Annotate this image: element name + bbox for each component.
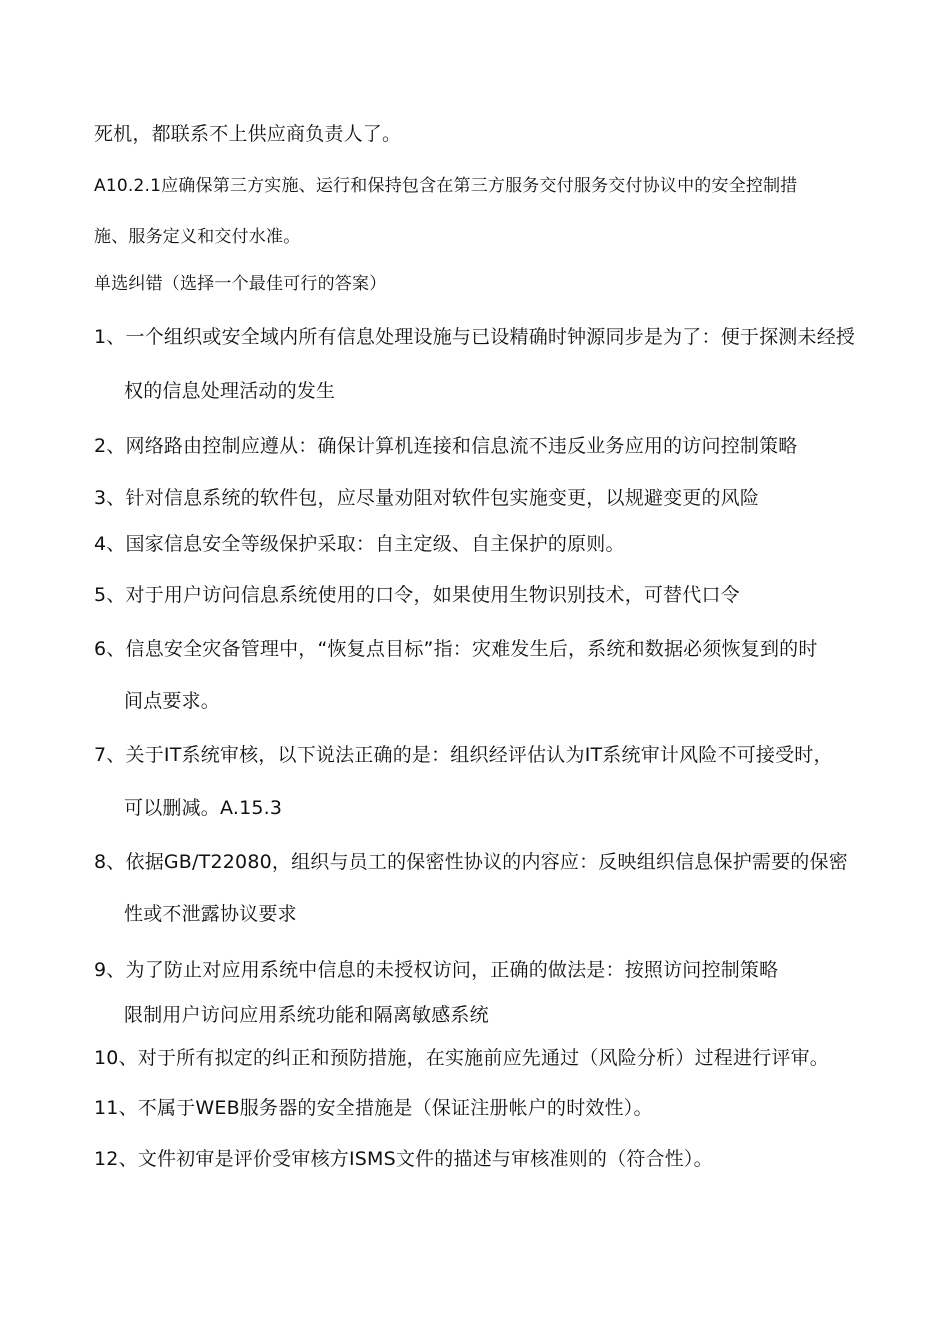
list-item-9: 9、为了防止对应用系统中信息的未授权访问，正确的做法是：按照访问控制策略 — [94, 959, 779, 981]
list-item-6-cont: 间点要求。 — [124, 690, 221, 712]
list-item-3: 3、针对信息系统的软件包，应尽量劝阻对软件包实施变更，以规避变更的风险 — [94, 487, 760, 509]
list-item-8: 8、依据GB/T22080，组织与员工的保密性协议的内容应：反映组织信息保护需要的保密 — [94, 851, 848, 873]
list-item-10: 10、对于所有拟定的纠正和预防措施，在实施前应先通过（风险分析）过程进行评审。 — [94, 1047, 829, 1069]
list-item-8-cont: 性或不泄露协议要求 — [124, 903, 297, 925]
list-item-4: 4、国家信息安全等级保护采取：自主定级、自主保护的原则。 — [94, 533, 625, 555]
text-line-continuation: 死机，都联系不上供应商负责人了。 — [94, 123, 402, 145]
list-item-2: 2、网络路由控制应遵从：确保计算机连接和信息流不违反业务应用的访问控制策略 — [94, 435, 798, 457]
list-item-11: 11、不属于WEB服务器的安全措施是（保证注册帐户的时效性）。 — [94, 1097, 653, 1119]
section-heading-single-choice: 单选纠错（选择一个最佳可行的答案） — [94, 274, 387, 294]
list-item-1: 1、一个组织或安全域内所有信息处理设施与已设精确时钟源同步是为了：便于探测未经授 — [94, 326, 856, 348]
list-item-7-cont: 可以删减。A.15.3 — [124, 797, 283, 819]
text-line-a10-2-1-cont: 施、服务定义和交付水准。 — [94, 227, 301, 247]
list-item-9-cont: 限制用户访问应用系统功能和隔离敏感系统 — [124, 1004, 489, 1026]
list-item-1-cont: 权的信息处理活动的发生 — [124, 380, 336, 402]
list-item-7: 7、关于IT系统审核，以下说法正确的是：组织经评估认为IT系统审计风险不可接受时， — [94, 744, 833, 766]
list-item-12: 12、文件初审是评价受审核方ISMS文件的描述与审核准则的（符合性）。 — [94, 1148, 713, 1170]
list-item-6: 6、信息安全灾备管理中，“恢复点目标”指：灾难发生后，系统和数据必须恢复到的时 — [94, 638, 818, 660]
text-line-a10-2-1: A10.2.1应确保第三方实施、运行和保持包含在第三方服务交付服务交付协议中的安全控制措 — [94, 176, 798, 196]
list-item-5: 5、对于用户访问信息系统使用的口令，如果使用生物识别技术，可替代口令 — [94, 584, 740, 606]
